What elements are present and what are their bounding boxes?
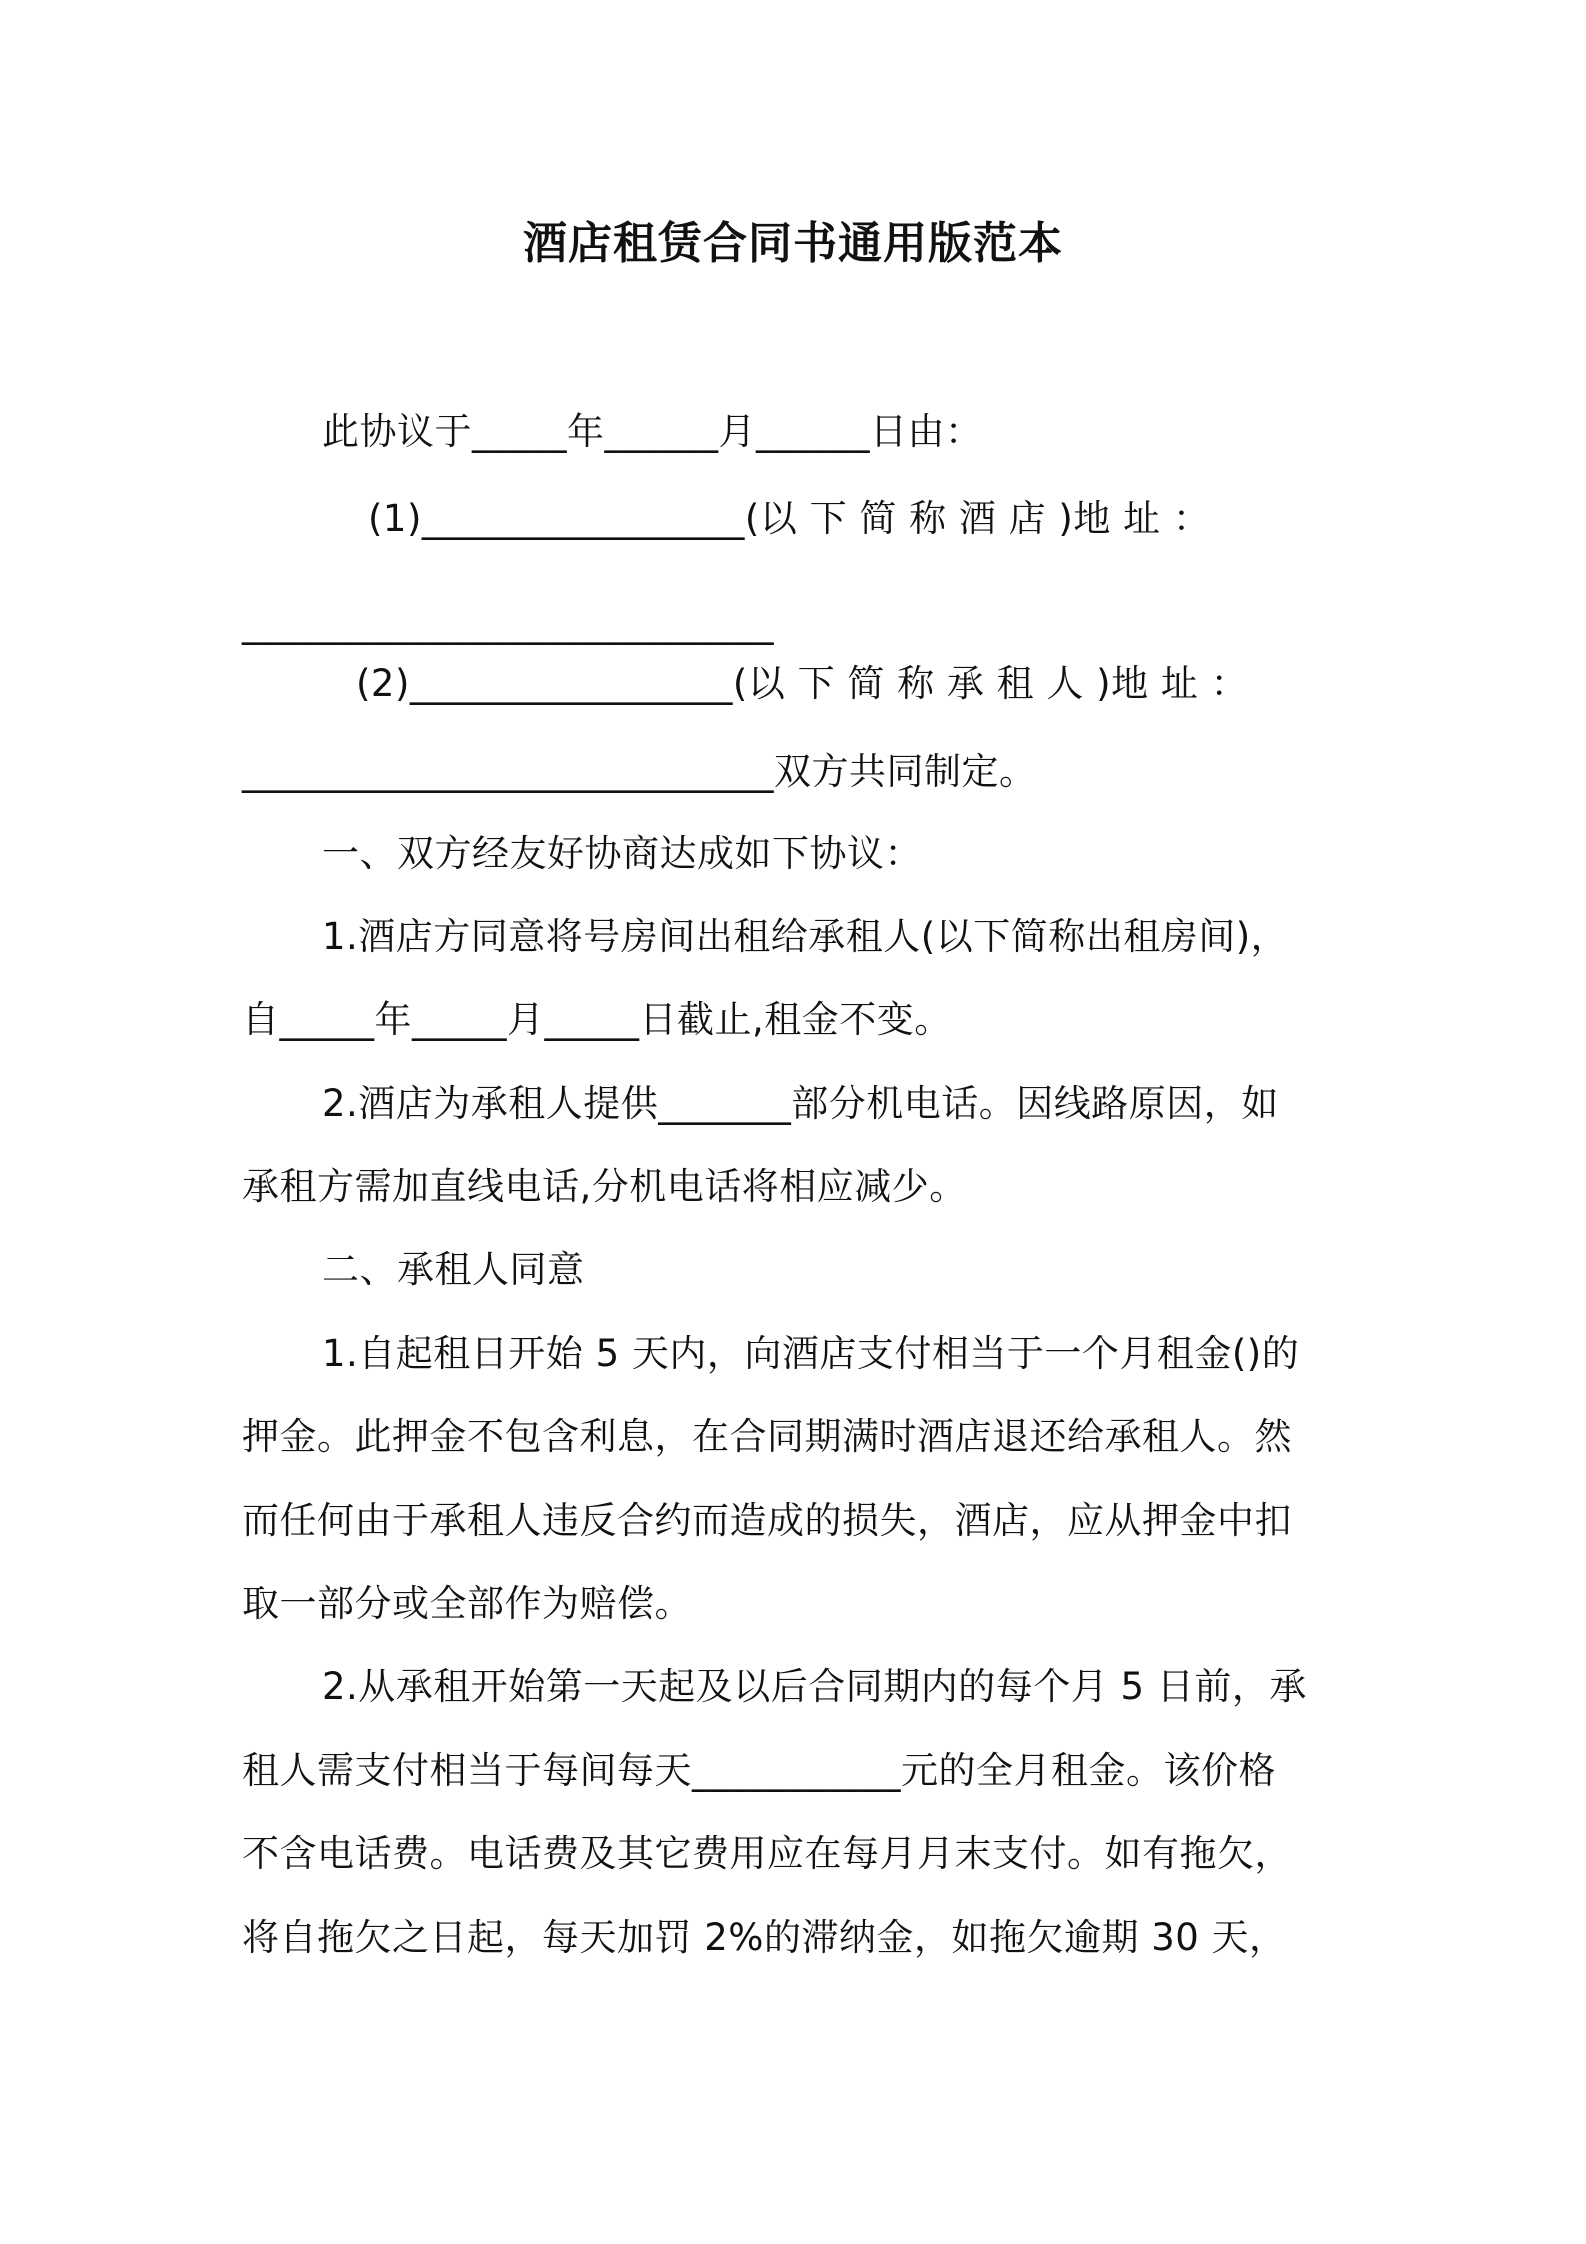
text-line-clause-1-1-cont: 自_____年_____月_____日截止,租金不变。	[242, 998, 952, 1041]
text-line-clause-2-1: 1.自起租日开始 5 天内，向酒店支付相当于一个月租金()的	[322, 1332, 1300, 1375]
text-line-clause-2-2: 2.从承租开始第一天起及以后合同期内的每个月 5 日前，承	[322, 1665, 1307, 1708]
text-line-clause-1-2-cont: 承租方需加直线电话,分机电话将相应减少。	[242, 1165, 967, 1208]
section-heading-1: 一、双方经友好协商达成如下协议：	[322, 832, 922, 875]
text-line-party-1: (1)_________________(以 下 简 称 酒 店 )地 址 ：	[368, 497, 1211, 540]
document-title: 酒店租赁合同书通用版范本	[523, 218, 1063, 269]
text-line-clause-1-2: 2.酒店为承租人提供_______部分机电话。因线路原因，如	[322, 1082, 1279, 1125]
text-line-clause-2-2-cont-c: 将自拖欠之日起，每天加罚 2%的滞纳金，如拖欠逾期 30 天，	[242, 1916, 1287, 1959]
text-line-party-1-address: ____________________________	[242, 602, 774, 645]
text-line-party-2-address: ____________________________双方共同制定。	[242, 750, 1037, 793]
text-line-clause-2-1-cont-a: 押金。此押金不包含利息，在合同期满时酒店退还给承租人。然	[242, 1415, 1292, 1458]
text-line-clause-2-2-cont-a: 租人需支付相当于每间每天___________元的全月租金。该价格	[242, 1749, 1276, 1792]
text-line-clause-1-1: 1.酒店方同意将号房间出租给承租人(以下简称出租房间)，	[322, 915, 1289, 958]
section-heading-2: 二、承租人同意	[322, 1248, 585, 1291]
text-line-agreement-date: 此协议于_____年______月______日由：	[322, 410, 983, 453]
text-line-clause-2-1-cont-b: 而任何由于承租人违反合约而造成的损失，酒店，应从押金中扣	[242, 1499, 1292, 1542]
text-line-clause-2-1-cont-c: 取一部分或全部作为赔偿。	[242, 1582, 692, 1625]
text-line-clause-2-2-cont-b: 不含电话费。电话费及其它费用应在每月月末支付。如有拖欠，	[242, 1832, 1292, 1875]
text-line-party-2: (2)_________________(以 下 简 称 承 租 人 )地 址 ：	[356, 662, 1249, 705]
